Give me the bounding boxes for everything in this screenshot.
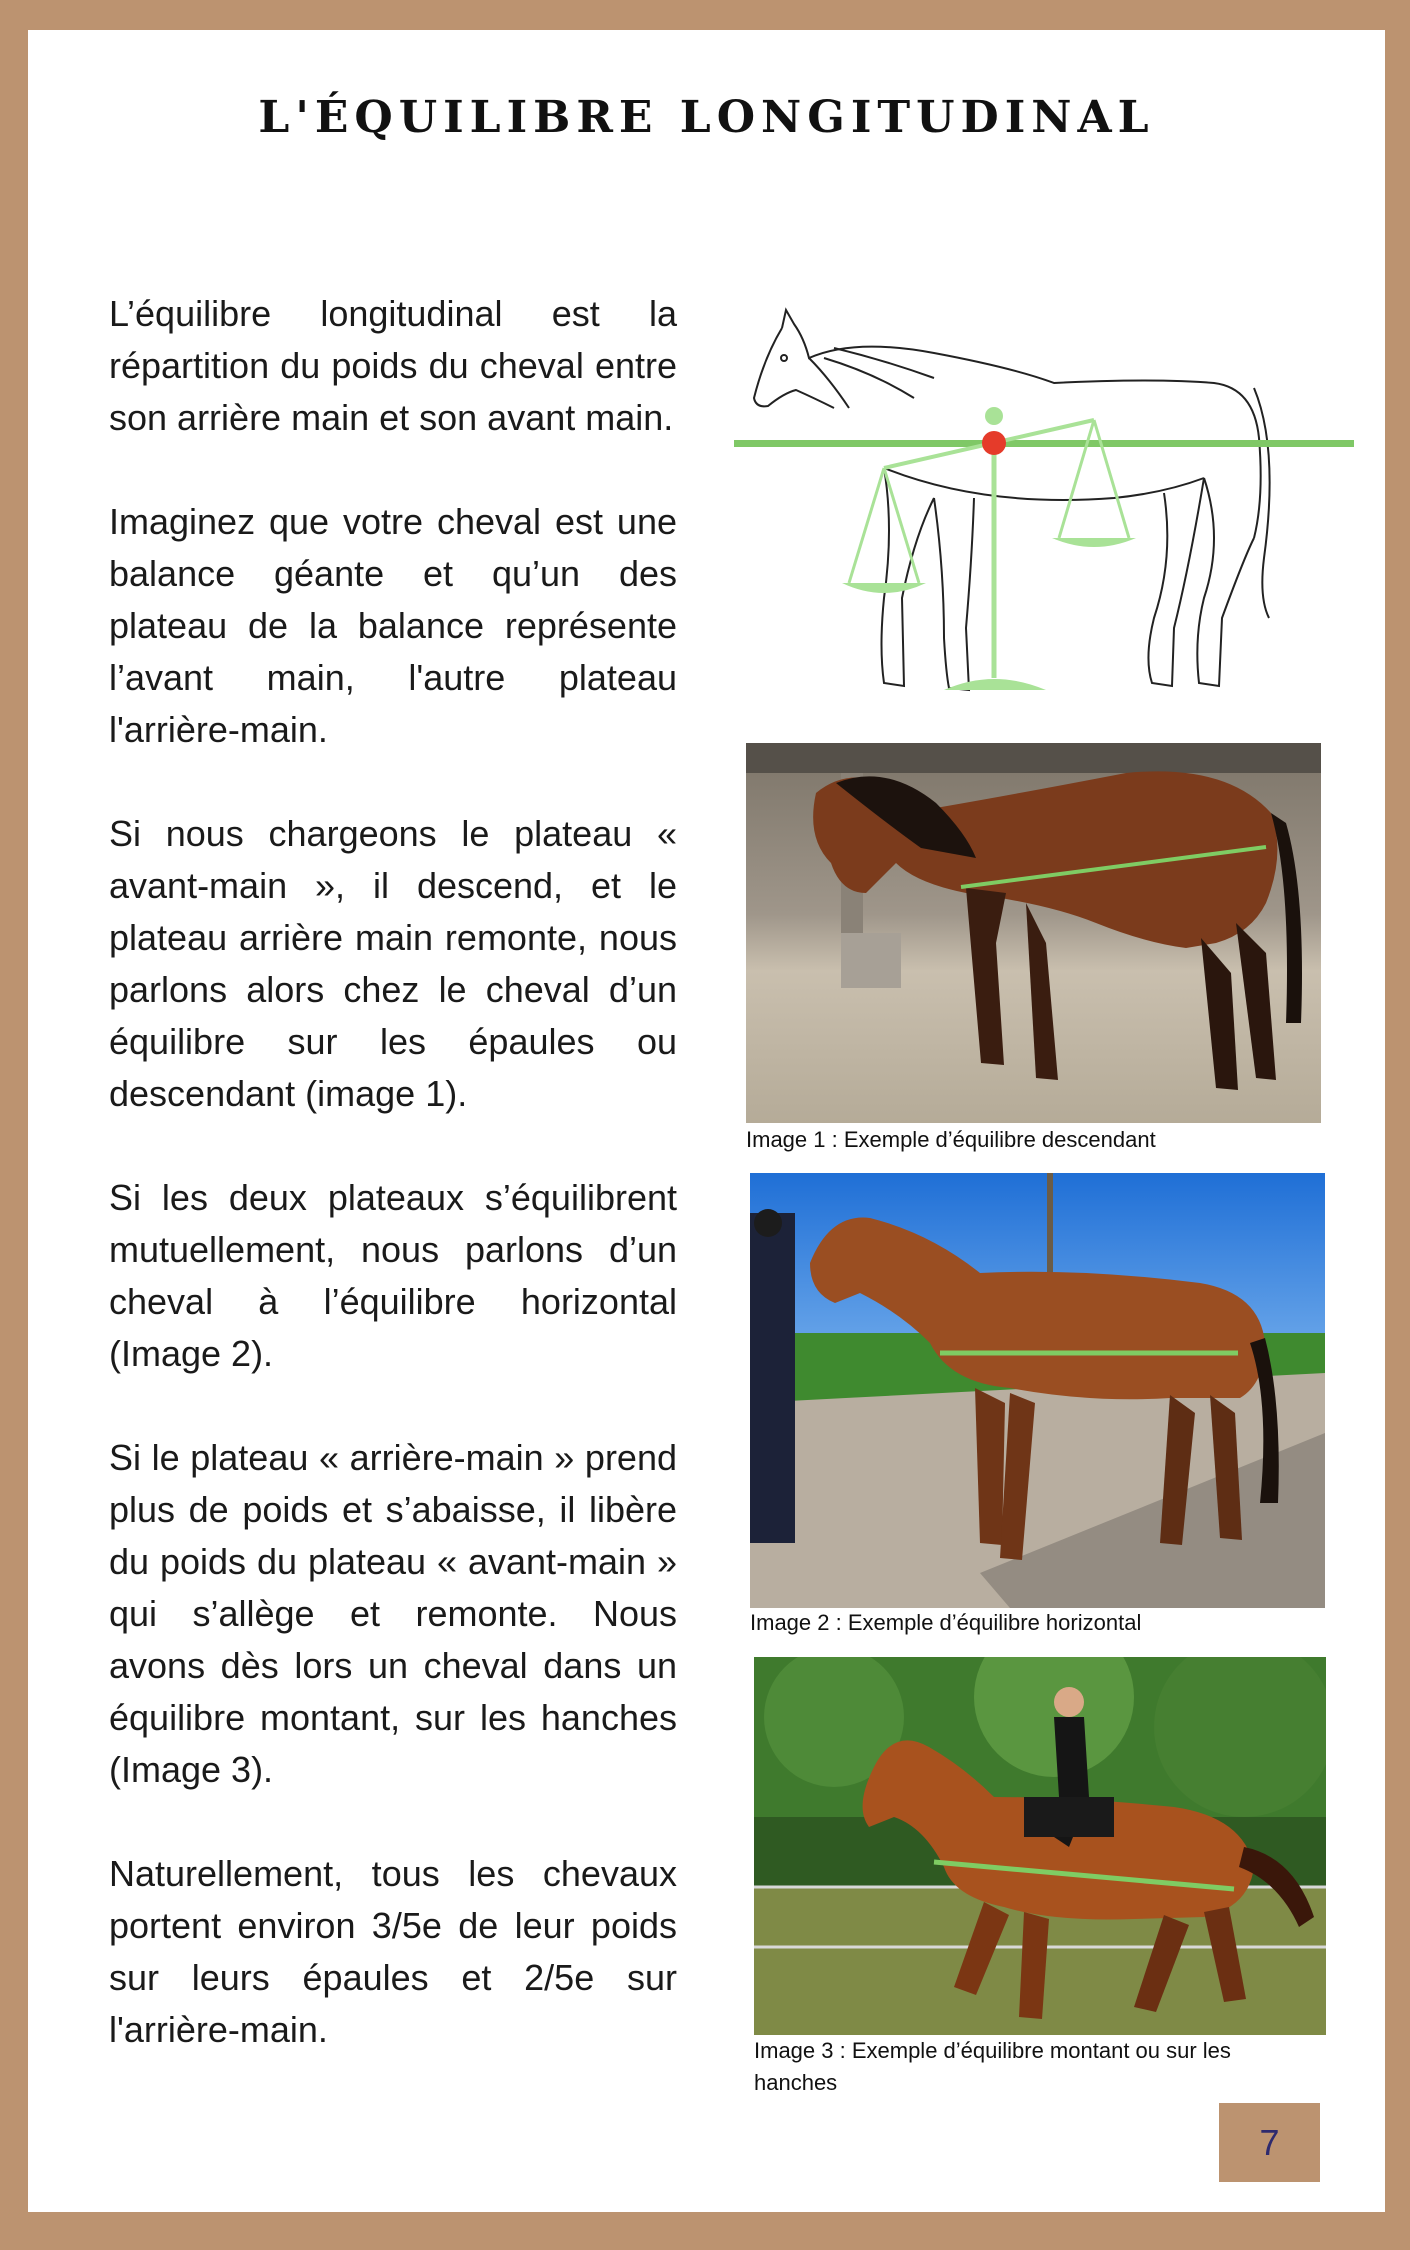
image-1-caption: Image 1 : Exemple d’équilibre descendant	[746, 1127, 1156, 1152]
paragraph-1: L’équilibre longitudinal est la répartition du poids du cheval entre son arrière main et son avant main.	[109, 293, 677, 438]
body-text	[109, 288, 677, 2108]
image-3-ascending-balance	[754, 1657, 1326, 2035]
page-title: L'ÉQUILIBRE LONGITUDINAL	[258, 92, 1155, 143]
balance-horse-sketch	[734, 298, 1354, 708]
page-number: 7	[1219, 2103, 1320, 2182]
page	[28, 30, 1385, 2212]
image-2-caption: Image 2 : Exemple d’équilibre horizontal	[750, 1610, 1142, 1635]
paragraph-2: Imaginez que votre cheval est une balance géante et qu’un des plateau de la balance représente l’avant main, l'autre plateau l'arrière-main.	[109, 501, 677, 750]
paragraph-6: Naturellement, tous les chevaux portent environ 3/5e de leur poids sur leurs épaules et 2/5e sur l'arrière-main.	[109, 1853, 677, 2050]
paragraph-4: Si les deux plateaux s’équilibrent mutuellement, nous parlons d’un cheval à l’équilibre horizontal (Image 2).	[109, 1177, 677, 1374]
image-3-caption: Image 3 : Exemple d’équilibre montant ou sur les hanches	[754, 2038, 1231, 2095]
paragraph-5: Si le plateau « arrière-main » prend plus de poids et s’abaisse, il libère du poids du plateau « avant-main » qui s’allège et remonte. Nous avons dès lors un cheval dans un équilibre montant, sur les hanches (Image 3).	[109, 1437, 677, 1790]
image-2-horizontal-balance	[750, 1173, 1325, 1608]
image-1-descending-balance	[746, 743, 1321, 1123]
paragraph-3: Si nous chargeons le plateau « avant-main », il descend, et le plateau arrière main remonte, nous parlons alors chez le cheval d’un équilibre sur les épaules ou descendant (image 1).	[109, 813, 677, 1114]
